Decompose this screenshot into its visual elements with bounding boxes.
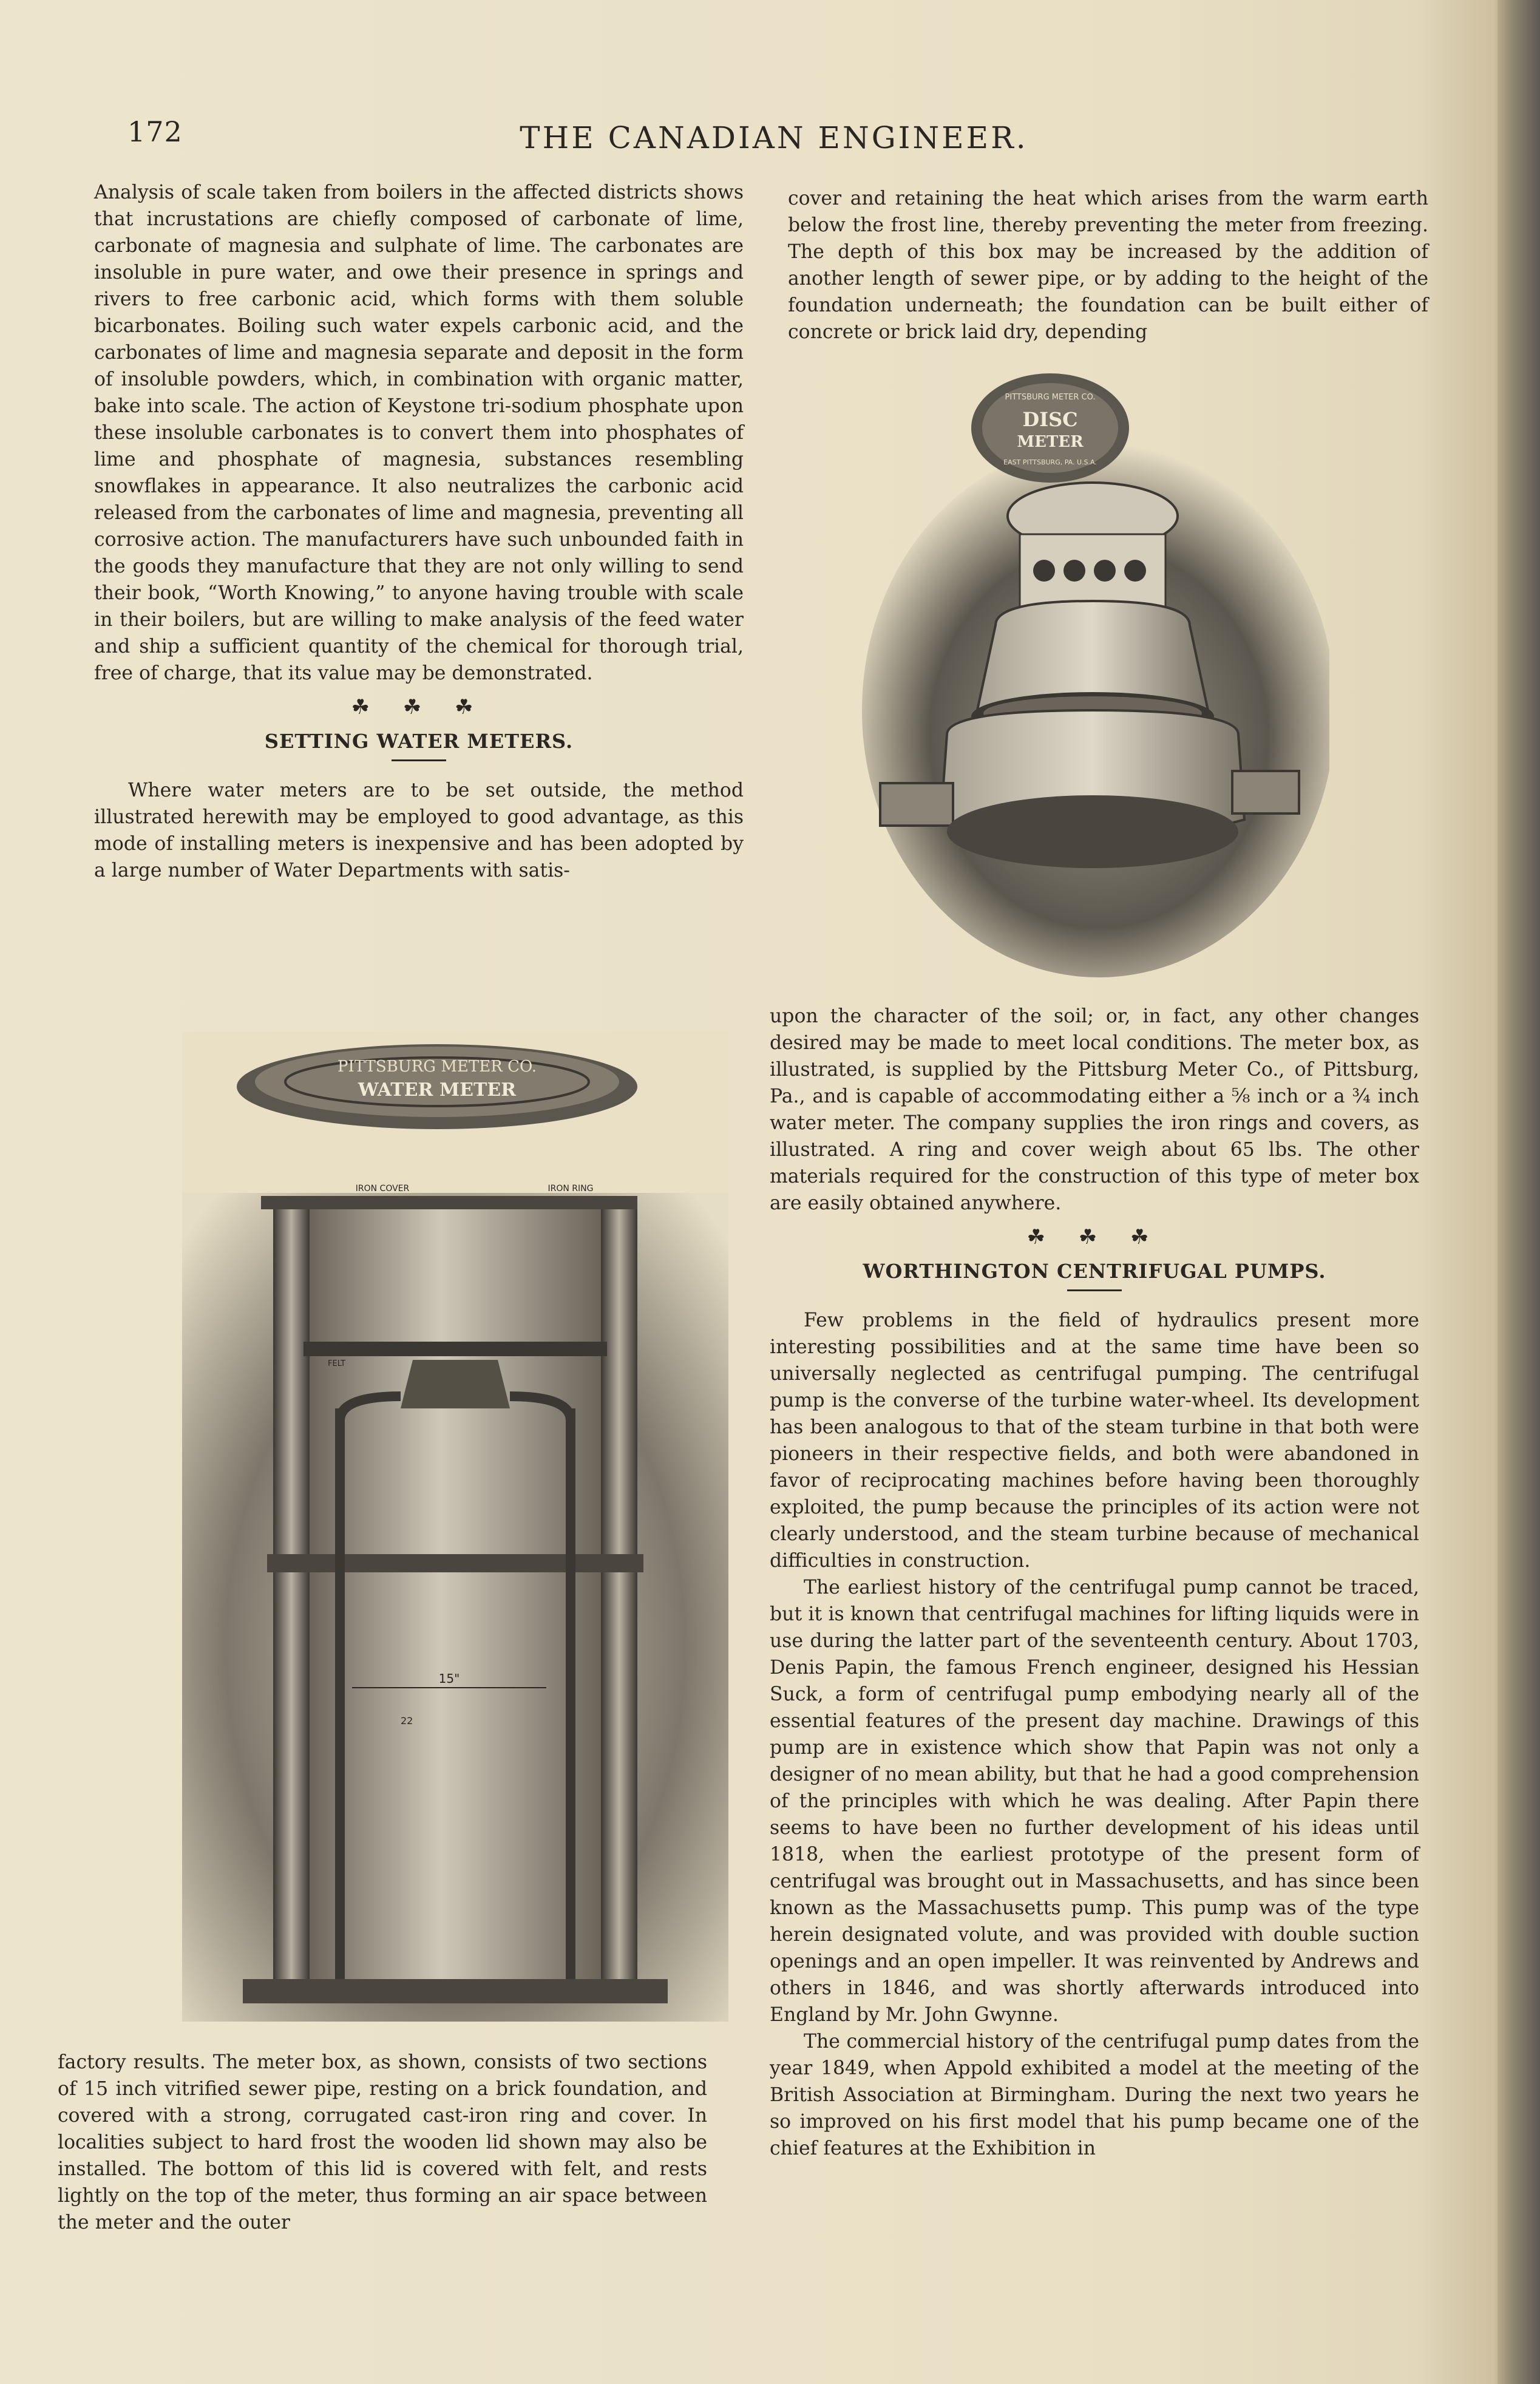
brick-foundation (243, 1979, 668, 2003)
heading-rule (392, 759, 446, 761)
book-binding (1498, 0, 1540, 2384)
lid-text-ring: EAST PITTSBURG, PA. U.S.A. (1003, 458, 1097, 466)
outlet-coupling (1232, 771, 1299, 813)
sewer-pipe-right-wall (601, 1209, 637, 1999)
meter-box-continued-paragraph: cover and retaining the heat which arises from the warm earth below the frost line, thereby preventing the meter from freezing. The depth of this box may be increased by the addition of another length of sewer pipe, or by adding to the height of the foundation underneath; the foundation can be built either of concrete or brick laid dry, depending (788, 188, 1428, 343)
iron-ring (261, 1196, 637, 1209)
lid-text-middle: DISC (1022, 408, 1078, 431)
meter-box-drawing (182, 1032, 728, 2022)
meter-box-interior (310, 1209, 601, 1999)
inlet-coupling (880, 783, 953, 826)
water-meter (401, 1360, 510, 1408)
centrifugal-history-paragraph: The earliest history of the centrifugal pump cannot be traced, but it is known that centrifugal machines for lifting liquids were in use during the latter part of the seventeenth century. About 1703, Denis Papin, the famous French engineer, designed his Hessian Suck, a form of centrifugal pump embodying nearly all of the essential features of the present day machine. Drawings of this pump are in existence which show that Papin was not only a designer of no mean ability, but that he had a good comprehension of the principles with which he was dealing. After Papin there seems to have been no further development of his ideas until 1818, when the earliest prototype of the present form of centrifugal was brought out in Massachusetts, and has since been known as the Massachusetts pump. This pump was of the type herein designated volute, and was provided with double suction openings and an open impeller. It was reinvented by Andrews and others in 1846, and was shortly afterwards introduced into England by Mr. John Gwynne. (770, 1577, 1419, 2026)
disc-meter-drawing (856, 370, 1329, 983)
dimension-label: 15" (438, 1671, 460, 1686)
setting-water-meters-heading: SETTING WATER METERS. (264, 730, 574, 753)
centrifugal-commercial-paragraph: The commercial history of the centrifugal pump dates from the year 1849, when Appold exhibited a model at the meeting of the British Association at Birmingham. During the next two years he so improved on his first model that his pump became one of the chief features at the Exhibition in (770, 2031, 1419, 2159)
scale-analysis-paragraph: Analysis of scale taken from boilers in the affected districts shows that incrustations are chiefly composed of carbonate of lime, carbonate of magnesia and sulphate of lime. The carbonates are insoluble in pure water, and owe their presence in springs and rivers to free carbonic acid, which forms with them soluble bicarbonates. Boiling such water expels carbonic acid, and the carbonates of lime and magnesia separate and deposit in the form of insoluble powders, which, in combination with organic matter, bake into scale. The action of Keystone tri-sodium phosphate upon these insoluble carbonates is to convert them into phosphates of lime and phosphate of magnesia, substances resembling snowflakes in appearance. It also neutralizes the carbonic acid released from the carbonates of lime and magnesia, preventing all corrosive action. The manufacturers have such unbounded faith in the goods they manufacture that they are not only willing to send their book, “Worth Knowing,” to anyone having trouble with scale in their boilers, but are willing to make analysis of the feed water and ship a sufficient quantity of the chemical for thorough trial, free of charge, that its value may be demonstrated. (94, 182, 744, 684)
heading-rule (1067, 1289, 1122, 1291)
setting-water-meters-paragraph: Where water meters are to be set outside, the method illustrated herewith may be employed to good advantage, as this mode of installing meters is inexpensive and has been adopted by a large number of Water Departments with satis- (94, 779, 744, 881)
meter-box-description-paragraph: factory results. The meter box, as shown, consists of two sections of 15 inch vitrified sewer pipe, resting on a brick foundation, and covered with a strong, corrugated cast-iron ring and cover. In localities subject to hard frost the wooden lid shown may also be installed. The bottom of this lid is covered with felt, and rests lightly on the top of the meter, thus forming an air space between the meter and the outer (58, 2051, 707, 2233)
cover-text-top: PITTSBURG METER CO. (337, 1058, 537, 1076)
right-column-lower (770, 1003, 1419, 2162)
left-column-upper (94, 179, 744, 884)
meter-box-illustration (182, 1032, 728, 2022)
lid-text-top: PITTSBURG METER CO. (1005, 393, 1096, 402)
centrifugal-intro-paragraph: Few problems in the field of hydraulics present more interesting possibilities and at the same time have been so universally neglected as centrifugal pumping. The centrifugal pump is the converse of the turbine water-wheel. Its development has been analogous to that of the steam turbine in that both were pioneers in their respective fields, and both were abandoned in favor of reciprocating machines before having been thoroughly exploited, the pump because the principles of its action were not clearly understood, and the steam turbine because of mechanical difficulties in construction. (770, 1309, 1419, 1572)
page-number: 172 (127, 115, 183, 148)
meter-box-supply-paragraph: upon the character of the soil; or, in fact, any other changes desired may be made to meet local conditions. The meter box, as illustrated, is supplied by the Pittsburg Meter Co., of Pittsburg, Pa., and is capable of accommodating either a ⅝ inch or a ¾ inch water meter. The company supplies the iron rings and covers, as illustrated. A ring and cover weigh about 65 lbs. The other materials required for the construction of this type of meter box are easily obtained anywhere. (770, 1005, 1419, 1214)
pipe-joint (267, 1554, 643, 1572)
cover-text-middle: WATER METER (358, 1079, 517, 1101)
meter-base (947, 795, 1238, 868)
worthington-centrifugal-pumps-heading: WORTHINGTON CENTRIFUGAL PUMPS. (863, 1260, 1326, 1283)
label-felt: FELT (328, 1359, 346, 1368)
sewer-pipe-left-wall (273, 1209, 310, 1999)
section-ornament: ☘ ☘ ☘ (1026, 1225, 1162, 1249)
left-column-lower (58, 2049, 707, 2236)
section-ornament: ☘ ☘ ☘ (351, 695, 487, 719)
lid-text-bottom: METER (1017, 433, 1084, 451)
page-header (127, 115, 1420, 164)
label-iron-ring: IRON RING (548, 1184, 594, 1194)
right-column-top (788, 185, 1428, 345)
disc-meter-illustration (856, 370, 1329, 983)
wooden-lid (304, 1342, 607, 1356)
journal-title: THE CANADIAN ENGINEER. (520, 120, 1028, 155)
side-dimension: 22 (401, 1715, 413, 1727)
label-iron-cover: IRON COVER (355, 1184, 410, 1194)
